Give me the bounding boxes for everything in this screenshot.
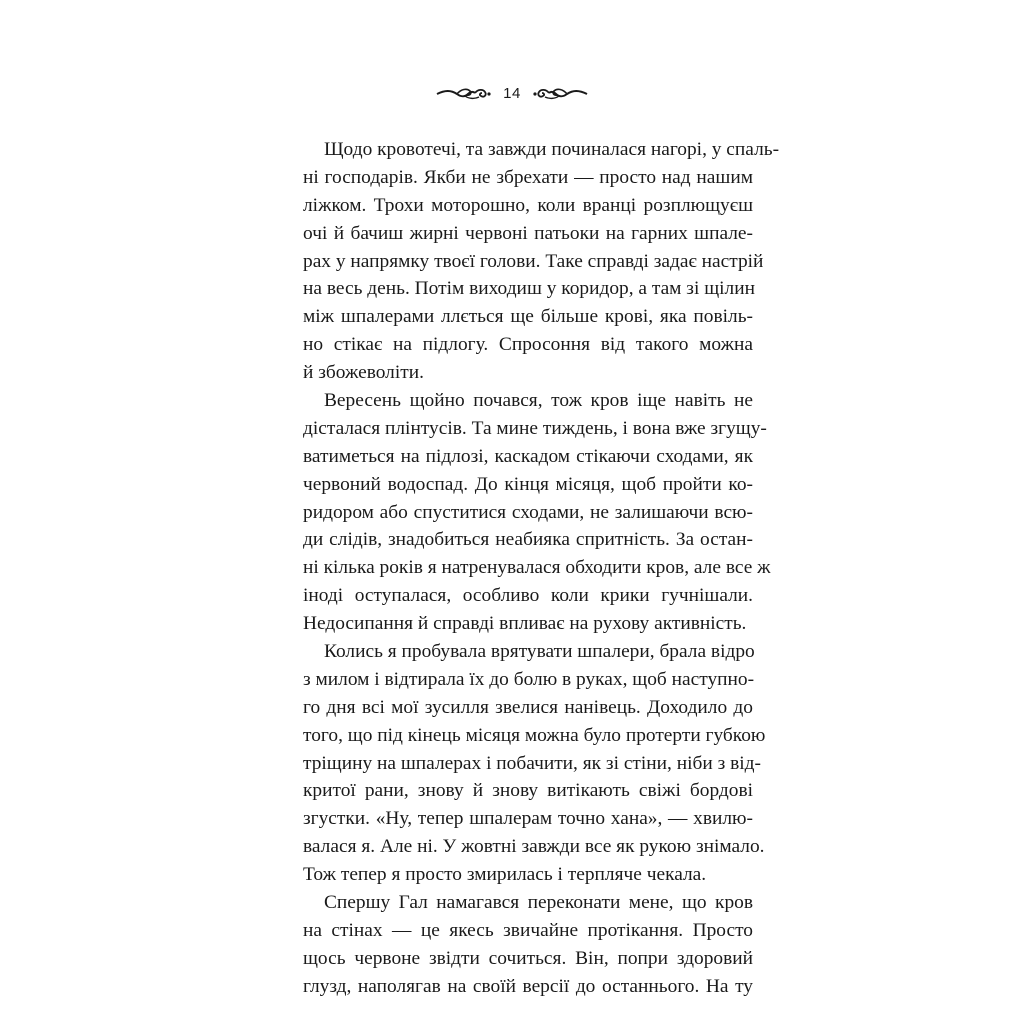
text-line: дісталася плінтусів. Та мине тиждень, і вона вже згущу- [303, 417, 767, 439]
text-line: того, що під кінець місяця можна було протерти губкою [303, 724, 766, 746]
text-line: згустки. «Ну, тепер шпалерам точно хана», — хвилю- [303, 808, 753, 830]
text-line: валася я. Але ні. У жовтні завжди все як рукою знімало. [303, 836, 765, 858]
text-line: Тож тепер я просто змирилась і терпляче чекала. [303, 864, 707, 886]
text-line: го дня всі мої зусилля звелися нанівець. Доходило до [303, 696, 753, 718]
page-number: 14 [503, 85, 521, 102]
paragraph-3 [303, 638, 766, 889]
text-line: червоний водоспад. До кінця місяця, щоб пройти ко- [303, 473, 753, 495]
text-line: Щодо кровотечі, та завжди починалася нагорі, у спаль- [324, 139, 780, 160]
text-line: ні кілька років я натренувалася обходити кров, але все ж [303, 557, 771, 579]
text-line: тріщину на шпалерах і побачити, як зі стіни, ніби з від- [303, 752, 761, 774]
paragraph-1 [303, 136, 780, 387]
text-line: ридором або спуститися сходами, не залишаючи всю- [303, 501, 753, 523]
text-line: ди слідів, знадобиться неабияка спритність. За остан- [303, 529, 753, 551]
text-line: Недосипання й справді впливає на рухову активність. [303, 613, 747, 635]
text-line: з милом і відтирала їх до болю в руках, щоб наступно- [303, 668, 755, 690]
paragraph-2 [303, 387, 771, 638]
text-line: щось червоне звідти сочиться. Він, попри здоровий [303, 947, 753, 969]
text-line: на весь день. Потім виходиш у коридор, а там зі щілин [303, 278, 755, 300]
text-line: ні господарів. Якби не збрехати — просто над нашим [303, 166, 753, 188]
text-line: но стікає на підлогу. Спросоння від такого можна [303, 334, 753, 356]
text-line: іноді оступалася, особливо коли крики гучнішали. [303, 585, 753, 607]
right-ornament-icon [531, 86, 589, 102]
text-line: Вересень щойно почався, тож кров іще навіть не [324, 390, 753, 412]
paragraph-4 [303, 889, 753, 1001]
left-ornament-icon [435, 86, 493, 102]
text-line: ватиметься на підлозі, каскадом стікаючи сходами, як [303, 445, 753, 467]
text-line: очі й бачиш жирні червоні патьоки на гарних шпале- [303, 222, 753, 244]
text-line: на стінах — це якесь звичайне протікання. Просто [303, 919, 753, 941]
text-line: між шпалерами ллється ще більше крові, яка повіль- [303, 306, 753, 328]
text-line: ліжком. Трохи моторошно, коли вранці розплющуєш [303, 194, 753, 216]
text-line: Колись я пробувала врятувати шпалери, брала відро [324, 641, 755, 663]
text-line: рах у напрямку твоєї голови. Таке справді задає настрій [303, 250, 764, 272]
text-line: глузд, наполягав на своїй версії до останнього. На ту [303, 975, 753, 997]
text-line: критої рани, знову й знову витікають свіжі бордові [303, 780, 753, 802]
running-header [0, 84, 1024, 104]
text-line: Спершу Гал намагався переконати мене, що кров [324, 892, 753, 914]
body-text [303, 136, 780, 1001]
text-line: й збожеволіти. [303, 362, 424, 384]
